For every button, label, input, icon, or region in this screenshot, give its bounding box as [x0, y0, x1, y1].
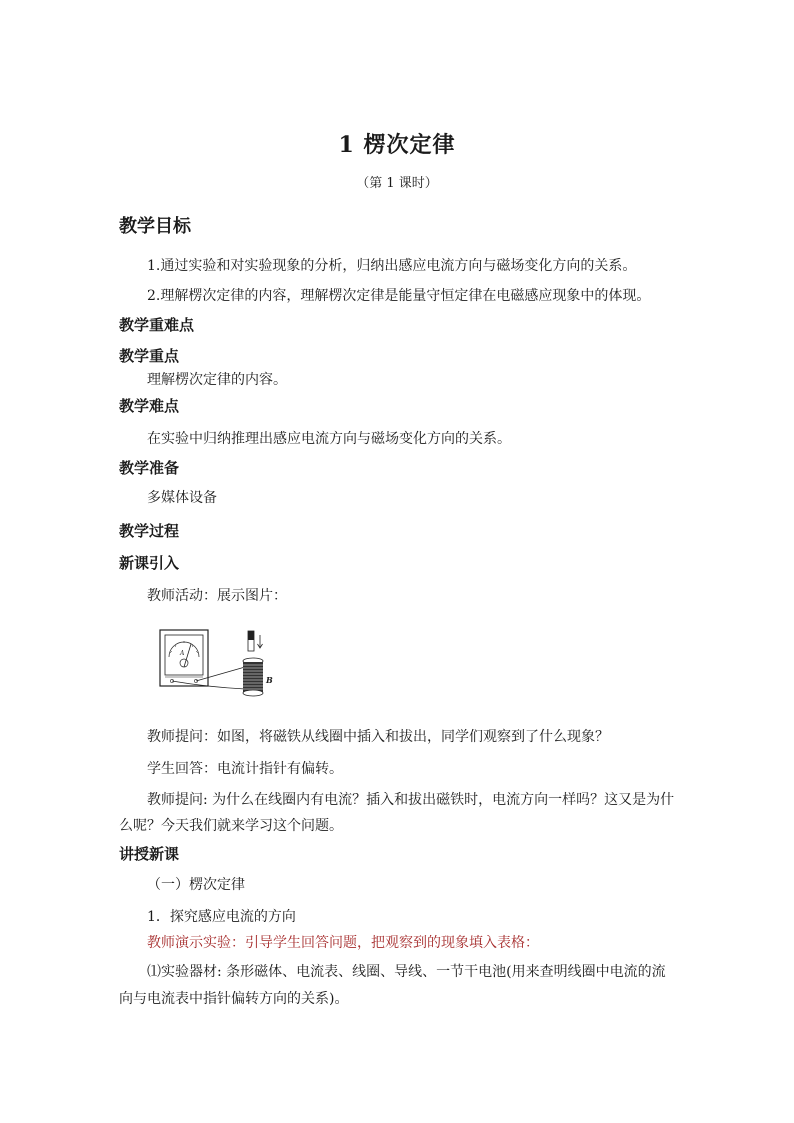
figure-label-a: A [180, 650, 185, 657]
teacher-question-2-line2: 么呢？今天我们就来学习这个问题。 [119, 818, 343, 834]
heading-process: 教学过程 [119, 522, 180, 540]
galvanometer-coil-figure [157, 627, 279, 699]
demo-experiment-instruction: 教师演示实验：引导学生回答问题，把观察到的现象填入表格： [147, 935, 539, 951]
figure-label-b: B [266, 675, 273, 685]
key-points-text: 理解楞次定律的内容。 [147, 372, 287, 388]
heading-key-points: 教学重点 [119, 347, 180, 365]
heading-difficult-points: 教学难点 [119, 397, 180, 415]
heading-objectives: 教学目标 [119, 216, 191, 237]
materials-line2: 向与电流表中指针偏转方向的关系)。 [119, 991, 349, 1007]
student-answer: 学生回答：电流计指针有偏转。 [147, 761, 343, 777]
part-one-title: （一）楞次定律 [147, 877, 245, 893]
page-title: 1 楞次定律 [338, 132, 456, 158]
heading-preparation: 教学准备 [119, 459, 180, 477]
difficult-points-text: 在实验中归纳推理出感应电流方向与磁场变化方向的关系。 [147, 431, 511, 447]
materials-line1: ⑴实验器材: 条形磁体、电流表、线圈、导线、一节干电池(用来查明线圈中电流的流 [147, 964, 666, 980]
heading-key-difficult: 教学重难点 [119, 316, 195, 334]
teacher-activity: 教师活动：展示图片： [147, 588, 287, 604]
item-one-title: 1．探究感应电流的方向 [147, 909, 296, 925]
objective-2: 2.理解楞次定律的内容，理解楞次定律是能量守恒定律在电磁感应现象中的体现。 [147, 288, 651, 304]
heading-intro: 新课引入 [119, 554, 180, 572]
lesson-period: （第 1 课时） [356, 176, 438, 191]
heading-new-lesson: 讲授新课 [119, 845, 180, 863]
teacher-question-2-line1: 教师提问: 为什么在线圈内有电流？插入和拔出磁铁时，电流方向一样吗？这又是为什 [147, 792, 675, 808]
objective-1: 1.通过实验和对实验现象的分析，归纳出感应电流方向与磁场变化方向的关系。 [147, 258, 637, 274]
preparation-text: 多媒体设备 [147, 490, 217, 506]
teacher-question-1: 教师提问：如图，将磁铁从线圈中插入和拔出，同学们观察到了什么现象？ [147, 729, 609, 745]
